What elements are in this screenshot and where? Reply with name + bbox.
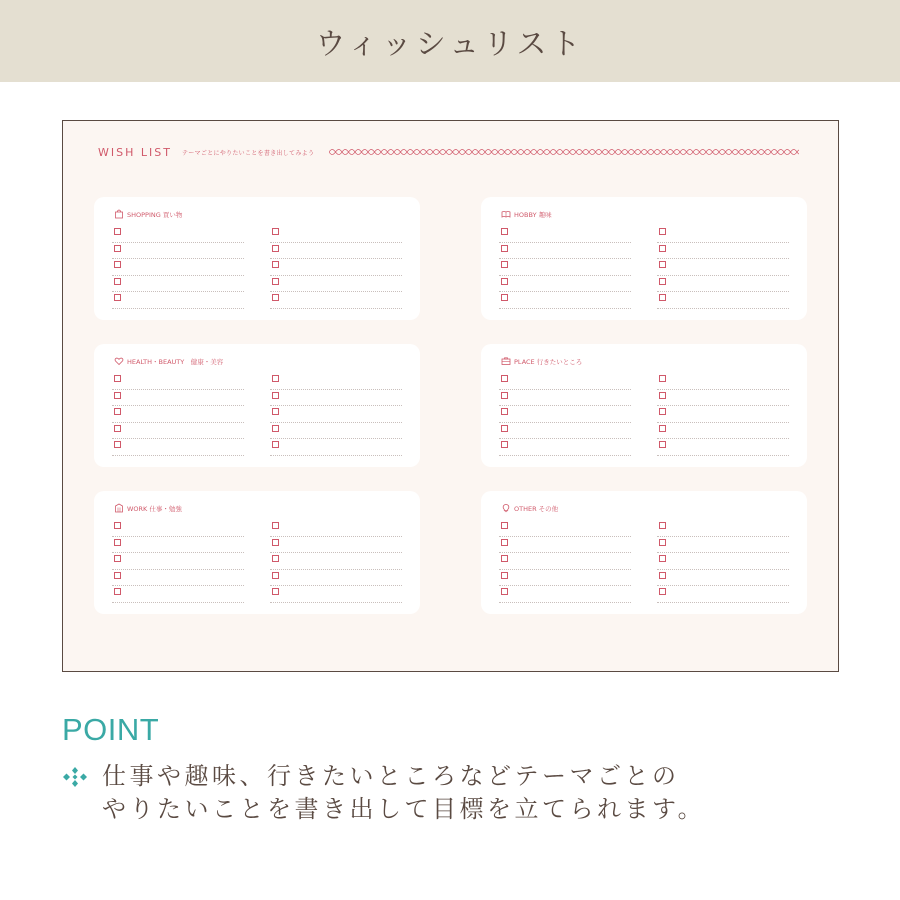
checklist-row: [270, 553, 402, 570]
checklist-row: [270, 226, 402, 243]
point-line-2: やりたいことを書き出して目標を立てられます。: [102, 795, 706, 823]
point-label: POINT: [62, 712, 160, 747]
checklist-row: [112, 390, 244, 407]
page-title: ウィッシュリスト: [315, 27, 585, 62]
panel-title: HOBBY 趣味: [514, 210, 552, 219]
checklist-row: [499, 373, 631, 390]
checklist-row: [657, 586, 789, 603]
checklist-row: [499, 537, 631, 554]
checkbox[interactable]: [272, 278, 279, 285]
checklist-row: [657, 259, 789, 276]
checklist-row: [270, 520, 402, 537]
checkbox[interactable]: [501, 539, 508, 546]
checklist-row: [270, 259, 402, 276]
checklist-row: [499, 570, 631, 587]
point-line-1-wrapper: [62, 760, 842, 793]
point-line-1: 仕事や趣味、行きたいところなどテーマごとの: [102, 762, 680, 790]
checklist-row: [270, 243, 402, 260]
building-icon: [114, 503, 124, 513]
checklist-row: [112, 226, 244, 243]
checklist-row: [270, 586, 402, 603]
checkbox[interactable]: [114, 294, 121, 301]
checklist-row: [657, 276, 789, 293]
checkbox[interactable]: [272, 555, 279, 562]
checklist-column-right: [657, 520, 789, 603]
checkbox[interactable]: [659, 261, 666, 268]
checklist-row: [499, 390, 631, 407]
checklist-row: [499, 423, 631, 440]
panel-header: [501, 209, 552, 219]
checkbox[interactable]: [501, 572, 508, 579]
checkbox[interactable]: [501, 392, 508, 399]
checklist-row: [499, 553, 631, 570]
checkbox[interactable]: [659, 278, 666, 285]
checklist-column-right: [270, 226, 402, 309]
checklist-row: [270, 406, 402, 423]
checklist-row: [112, 520, 244, 537]
checklist-row: [499, 226, 631, 243]
checklist-row: [499, 292, 631, 309]
checkbox[interactable]: [501, 408, 508, 415]
panel-header: [114, 503, 182, 513]
checkbox[interactable]: [114, 392, 121, 399]
checkbox[interactable]: [501, 294, 508, 301]
checkbox[interactable]: [272, 392, 279, 399]
header-band: [0, 0, 900, 82]
point-description: [62, 760, 842, 826]
checklist-row: [657, 520, 789, 537]
sheet-heading: [98, 145, 314, 159]
checkbox[interactable]: [114, 375, 121, 382]
panel-header: [114, 209, 182, 219]
panel-title: OTHER その他: [514, 504, 559, 513]
checklist-column-left: [499, 520, 631, 603]
checklist-row: [270, 423, 402, 440]
checklist-row: [112, 259, 244, 276]
decorative-wave-line: [329, 147, 799, 157]
checkbox[interactable]: [114, 228, 121, 235]
checklist-column-left: [499, 226, 631, 309]
checkbox[interactable]: [114, 441, 121, 448]
checklist-row: [112, 406, 244, 423]
checklist-row: [499, 406, 631, 423]
checklist-row: [270, 439, 402, 456]
checkbox[interactable]: [114, 245, 121, 252]
checklist-row: [657, 226, 789, 243]
checkbox[interactable]: [272, 375, 279, 382]
checklist-row: [112, 292, 244, 309]
diamond-cluster-icon: [62, 766, 88, 788]
checkbox[interactable]: [501, 375, 508, 382]
checkbox[interactable]: [659, 375, 666, 382]
checkbox[interactable]: [659, 425, 666, 432]
sheet-subtitle: テーマごとにやりたいことを書き出してみよう: [181, 149, 315, 157]
checkbox[interactable]: [659, 392, 666, 399]
checklist-row: [499, 520, 631, 537]
checkbox[interactable]: [501, 522, 508, 529]
wish-list-sheet: [62, 120, 839, 672]
checkbox[interactable]: [114, 278, 121, 285]
checklist-row: [499, 439, 631, 456]
checklist-row: [657, 553, 789, 570]
checkbox[interactable]: [114, 572, 121, 579]
checklist-row: [270, 570, 402, 587]
checklist-row: [112, 570, 244, 587]
checklist-row: [270, 537, 402, 554]
checkbox[interactable]: [114, 588, 121, 595]
checkbox[interactable]: [659, 555, 666, 562]
checkbox[interactable]: [114, 261, 121, 268]
checklist-row: [112, 276, 244, 293]
checklist-row: [657, 439, 789, 456]
checkbox[interactable]: [272, 294, 279, 301]
checklist-column-right: [270, 373, 402, 456]
checklist-row: [112, 586, 244, 603]
checkbox[interactable]: [272, 261, 279, 268]
checklist-row: [657, 292, 789, 309]
checklist-row: [270, 373, 402, 390]
panel-header: [114, 356, 223, 366]
panel-title: HEALTH・BEAUTY 健康・美容: [127, 357, 224, 366]
checkbox[interactable]: [659, 522, 666, 529]
checklist-row: [657, 406, 789, 423]
checklist-column-right: [657, 373, 789, 456]
checkbox[interactable]: [659, 245, 666, 252]
checkbox[interactable]: [272, 425, 279, 432]
checklist-row: [657, 243, 789, 260]
checkbox[interactable]: [659, 228, 666, 235]
checkbox[interactable]: [659, 441, 666, 448]
checkbox[interactable]: [272, 572, 279, 579]
panel-title: SHOPPING 買い物: [127, 210, 183, 219]
checklist-row: [657, 373, 789, 390]
checklist-row: [499, 259, 631, 276]
checklist-row: [112, 373, 244, 390]
checklist-column-right: [657, 226, 789, 309]
checklist-column-left: [112, 226, 244, 309]
checkbox[interactable]: [272, 522, 279, 529]
category-panel-other: [481, 491, 807, 614]
checkbox[interactable]: [501, 261, 508, 268]
checkbox[interactable]: [659, 539, 666, 546]
checklist-row: [112, 243, 244, 260]
checklist-row: [270, 292, 402, 309]
category-panel-work: [94, 491, 420, 614]
checkbox[interactable]: [272, 408, 279, 415]
checkbox[interactable]: [659, 588, 666, 595]
checkbox[interactable]: [659, 572, 666, 579]
checkbox[interactable]: [114, 555, 121, 562]
checklist-column-right: [270, 520, 402, 603]
checklist-row: [657, 390, 789, 407]
sheet-title: WISH LIST: [98, 145, 172, 159]
checkbox[interactable]: [501, 555, 508, 562]
checklist-row: [270, 276, 402, 293]
panel-header: [501, 356, 582, 366]
checkbox[interactable]: [272, 228, 279, 235]
shopping-bag-icon: [114, 209, 124, 219]
checklist-row: [112, 423, 244, 440]
briefcase-icon: [501, 356, 511, 366]
category-panel-place: [481, 344, 807, 467]
checkbox[interactable]: [272, 245, 279, 252]
checklist-row: [499, 243, 631, 260]
checkbox[interactable]: [272, 441, 279, 448]
checkbox[interactable]: [114, 425, 121, 432]
checklist-row: [499, 586, 631, 603]
category-panel-shopping: [94, 197, 420, 320]
checkbox[interactable]: [501, 588, 508, 595]
checkbox[interactable]: [659, 408, 666, 415]
checkbox[interactable]: [501, 245, 508, 252]
panel-header: [501, 503, 558, 513]
checklist-row: [657, 570, 789, 587]
checklist-row: [112, 553, 244, 570]
checklist-row: [112, 537, 244, 554]
checkbox[interactable]: [114, 408, 121, 415]
checklist-row: [270, 390, 402, 407]
checkbox[interactable]: [659, 294, 666, 301]
checkbox[interactable]: [501, 425, 508, 432]
checklist-row: [657, 423, 789, 440]
panel-title: PLACE 行きたいところ: [514, 357, 583, 366]
checkbox[interactable]: [114, 539, 121, 546]
panel-title: WORK 仕事・勉強: [127, 504, 182, 513]
checklist-column-left: [112, 520, 244, 603]
checklist-column-left: [112, 373, 244, 456]
heart-icon: [114, 356, 124, 366]
checkbox[interactable]: [501, 228, 508, 235]
checkbox[interactable]: [501, 441, 508, 448]
checkbox[interactable]: [272, 539, 279, 546]
category-panel-health-beauty: [94, 344, 420, 467]
lightbulb-icon: [501, 503, 511, 513]
checkbox[interactable]: [501, 278, 508, 285]
checkbox[interactable]: [114, 522, 121, 529]
checkbox[interactable]: [272, 588, 279, 595]
checklist-row: [657, 537, 789, 554]
checklist-row: [499, 276, 631, 293]
checklist-column-left: [499, 373, 631, 456]
category-panel-hobby: [481, 197, 807, 320]
book-icon: [501, 209, 511, 219]
checklist-row: [112, 439, 244, 456]
